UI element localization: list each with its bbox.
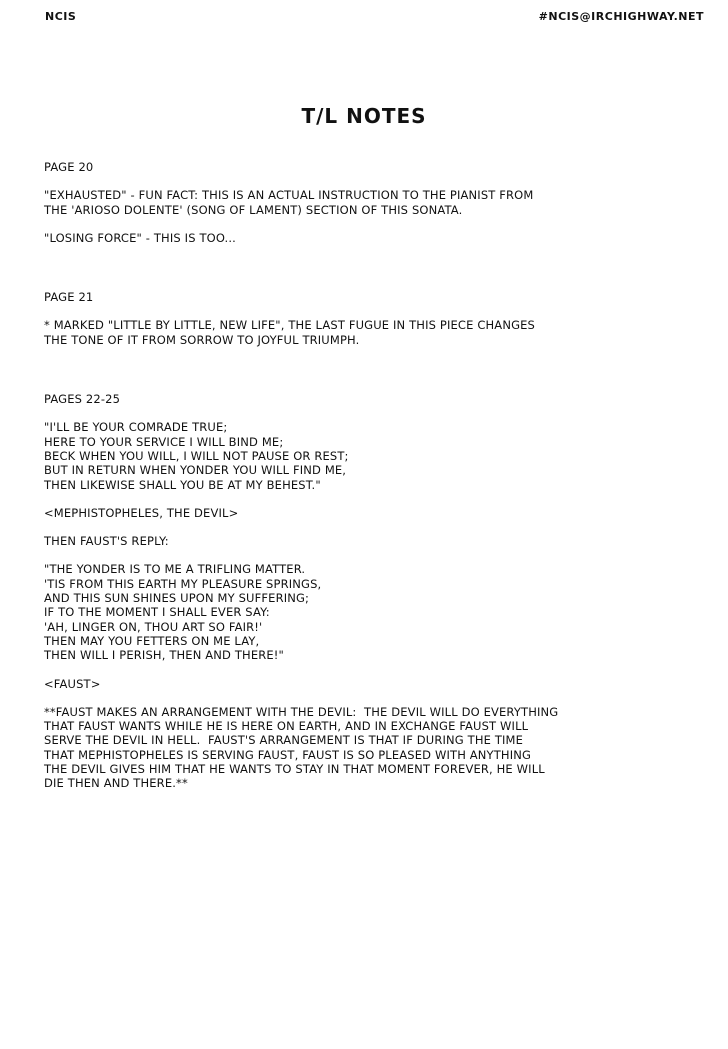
notes-body <box>44 160 694 791</box>
header-right-label: #NCIS@IRCHIGHWAY.NET <box>538 10 704 23</box>
quote-line: AND THIS SUN SHINES UPON MY SUFFERING; <box>44 591 310 606</box>
note-line: THE DEVIL GIVES HIM THAT HE WANTS TO STAY IN THAT MOMENT FOREVER, HE WILL <box>44 762 545 777</box>
note-line: THAT MEPHISTOPHELES IS SERVING FAUST, FAUST IS SO PLEASED WITH ANYTHING <box>44 747 532 762</box>
quote-line: THEN WILL I PERISH, THEN AND THERE!" <box>44 648 284 663</box>
quote-line: "I'LL BE YOUR COMRADE TRUE; <box>44 420 228 435</box>
reply-intro: THEN FAUST'S REPLY: <box>44 534 169 549</box>
note-line: "EXHAUSTED" - FUN FACT: THIS IS AN ACTUAL INSTRUCTION TO THE PIANIST FROM <box>44 188 534 203</box>
quote-line: THEN MAY YOU FETTERS ON ME LAY, <box>44 633 260 648</box>
quote-line: THEN LIKEWISE SHALL YOU BE AT MY BEHEST." <box>44 477 321 492</box>
note-line: SERVE THE DEVIL IN HELL. FAUST'S ARRANGEMENT IS THAT IF DURING THE TIME <box>44 733 524 748</box>
note-line: **FAUST MAKES AN ARRANGEMENT WITH THE DEVIL: THE DEVIL WILL DO EVERYTHING <box>44 704 559 719</box>
section-heading-pages-22-25: PAGES 22-25 <box>44 392 121 407</box>
header-left-label: NCIS <box>45 10 77 23</box>
quote-line: BECK WHEN YOU WILL, I WILL NOT PAUSE OR REST; <box>44 448 349 463</box>
quote-attribution: <MEPHISTOPHELES, THE DEVIL> <box>44 505 239 520</box>
note-line: DIE THEN AND THERE.** <box>44 776 188 791</box>
note-line: THE 'ARIOSO DOLENTE' (SONG OF LAMENT) SECTION OF THIS SONATA. <box>44 202 463 217</box>
note-line: "LOSING FORCE" - THIS IS TOO... <box>44 230 236 245</box>
quote-line: BUT IN RETURN WHEN YONDER YOU WILL FIND ME, <box>44 463 347 478</box>
note-line: * MARKED "LITTLE BY LITTLE, NEW LIFE", THE LAST FUGUE IN THIS PIECE CHANGES <box>44 318 535 333</box>
quote-line: 'TIS FROM THIS EARTH MY PLEASURE SPRINGS, <box>44 576 322 591</box>
section-heading-page-21: PAGE 21 <box>44 290 94 305</box>
section-heading-page-20: PAGE 20 <box>44 160 94 174</box>
quote-line: 'AH, LINGER ON, THOU ART SO FAIR!' <box>44 619 263 634</box>
quote-line: "THE YONDER IS TO ME A TRIFLING MATTER. <box>44 562 306 577</box>
page-title: T/L NOTES <box>301 104 427 128</box>
quote-attribution: <FAUST> <box>44 676 101 691</box>
note-line: THAT FAUST WANTS WHILE HE IS HERE ON EARTH, AND IN EXCHANGE FAUST WILL <box>44 719 529 734</box>
quote-line: HERE TO YOUR SERVICE I WILL BIND ME; <box>44 434 284 449</box>
note-line: THE TONE OF IT FROM SORROW TO JOYFUL TRIUMPH. <box>44 332 360 347</box>
quote-line: IF TO THE MOMENT I SHALL EVER SAY: <box>44 605 270 620</box>
